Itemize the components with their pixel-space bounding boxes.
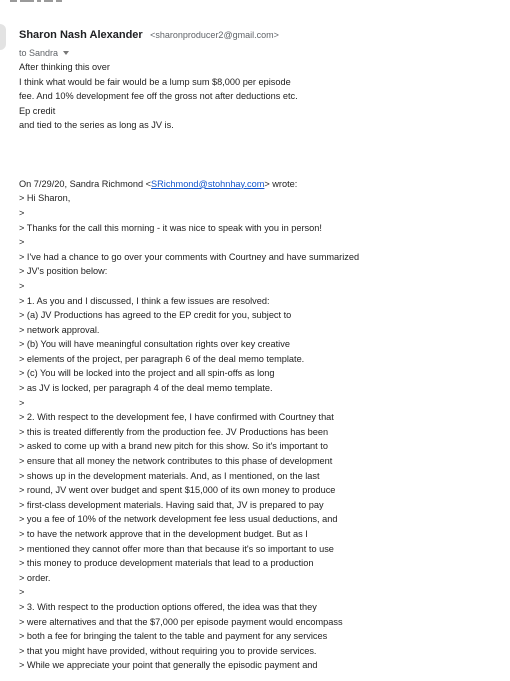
reply-line: I think what would be fair would be a lump sum $8,000 per episode (19, 76, 291, 87)
quoted-line: > round, JV went over budget and spent $15,000 of its own money to produce (19, 485, 336, 496)
quoted-line: > shows up in the development materials. And, as I mentioned, on the last (19, 470, 320, 481)
quoted-line: > this money to produce development materials that lead to a production (19, 558, 314, 569)
message-body (19, 60, 499, 673)
quote-attribution-suffix: > wrote: (264, 178, 298, 189)
chevron-down-icon[interactable] (63, 51, 69, 55)
quote-attribution-prefix: On 7/29/20, Sandra Richmond < (19, 178, 152, 189)
quoted-line: > (b) You will have meaningful consultation rights over key creative (19, 339, 290, 350)
sender-line (19, 25, 279, 43)
quoted-line: > first-class development materials. Having said that, JV is prepared to pay (19, 499, 324, 510)
quoted-line: > Thanks for the call this morning - it was nice to speak with you in person! (19, 222, 322, 233)
quoted-line: > that you might have provided, without requiring you to provide services. (19, 645, 317, 656)
quoted-line: > (19, 237, 25, 248)
viewport-bottom-edge (0, 675, 510, 681)
spacer (19, 133, 499, 148)
avatar (0, 24, 6, 50)
sender-name[interactable]: Sharon Nash Alexander (19, 29, 143, 41)
quoted-line: > ensure that all money the network contributes to this phase of development (19, 456, 333, 467)
reply-line: fee. And 10% development fee off the gross not after deductions etc. (19, 91, 298, 102)
quoted-line: > (19, 397, 25, 408)
quoted-sender-email-link[interactable]: SRichmond@stohnhay.com (151, 178, 265, 189)
reply-line: and tied to the series as long as JV is. (19, 120, 174, 131)
quoted-line: > both a fee for bringing the talent to the table and payment for any services (19, 631, 328, 642)
quoted-line: > (c) You will be locked into the project and all spin-offs as long (19, 368, 275, 379)
quoted-line: > to have the network approve that in the development budget. But as I (19, 529, 308, 539)
quoted-line: > (19, 280, 25, 291)
spacer (19, 148, 499, 163)
quoted-line: > I've had a chance to go over your comments with Courtney and have summarized (19, 251, 360, 262)
reply-line: After thinking this over (19, 62, 110, 72)
recipient-label: to Sandra (19, 48, 59, 58)
quoted-line: > asked to come up with a brand new pitch for this show. So it's important to (19, 441, 328, 452)
cropped-top-text (10, 0, 70, 3)
quoted-line: > 1. As you and I discussed, I think a few issues are resolved: (19, 295, 270, 306)
quoted-line: > you a fee of 10% of the network development fee less usual deductions, and (19, 514, 338, 525)
recipient-details-toggle[interactable] (19, 48, 279, 58)
quoted-line: > Hi Sharon, (19, 193, 71, 204)
quoted-line: > order. (19, 572, 51, 583)
reply-line: Ep credit (19, 105, 56, 116)
quoted-line: > were alternatives and that the $7,000 per episode payment would encompass (19, 616, 343, 627)
quoted-line: > While we appreciate your point that generally the episodic payment and (19, 660, 318, 671)
quoted-line: > elements of the project, per paragraph 6 of the deal memo template. (19, 353, 305, 364)
message-header (19, 25, 279, 58)
quoted-line: > mentioned they cannot offer more than that because it's so important to use (19, 543, 334, 554)
reply-text (19, 60, 499, 133)
quoted-line: > (19, 587, 25, 598)
quote-attribution (19, 177, 499, 192)
spacer (19, 162, 499, 177)
sender-email: <sharonproducer2@gmail.com> (150, 30, 279, 40)
quoted-line: > 3. With respect to the production options offered, the idea was that they (19, 601, 317, 612)
quoted-line: > 2. With respect to the development fee, I have confirmed with Courtney that (19, 412, 334, 423)
quoted-text (19, 191, 499, 673)
quoted-line: > JV's position below: (19, 266, 108, 277)
quoted-line: > (19, 207, 25, 218)
quoted-line: > (a) JV Productions has agreed to the EP credit for you, subject to (19, 310, 292, 321)
quoted-line: > this is treated differently from the production fee. JV Productions has been (19, 426, 329, 437)
quoted-line: > as JV is locked, per paragraph 4 of the deal memo template. (19, 383, 273, 394)
quoted-line: > network approval. (19, 324, 100, 335)
